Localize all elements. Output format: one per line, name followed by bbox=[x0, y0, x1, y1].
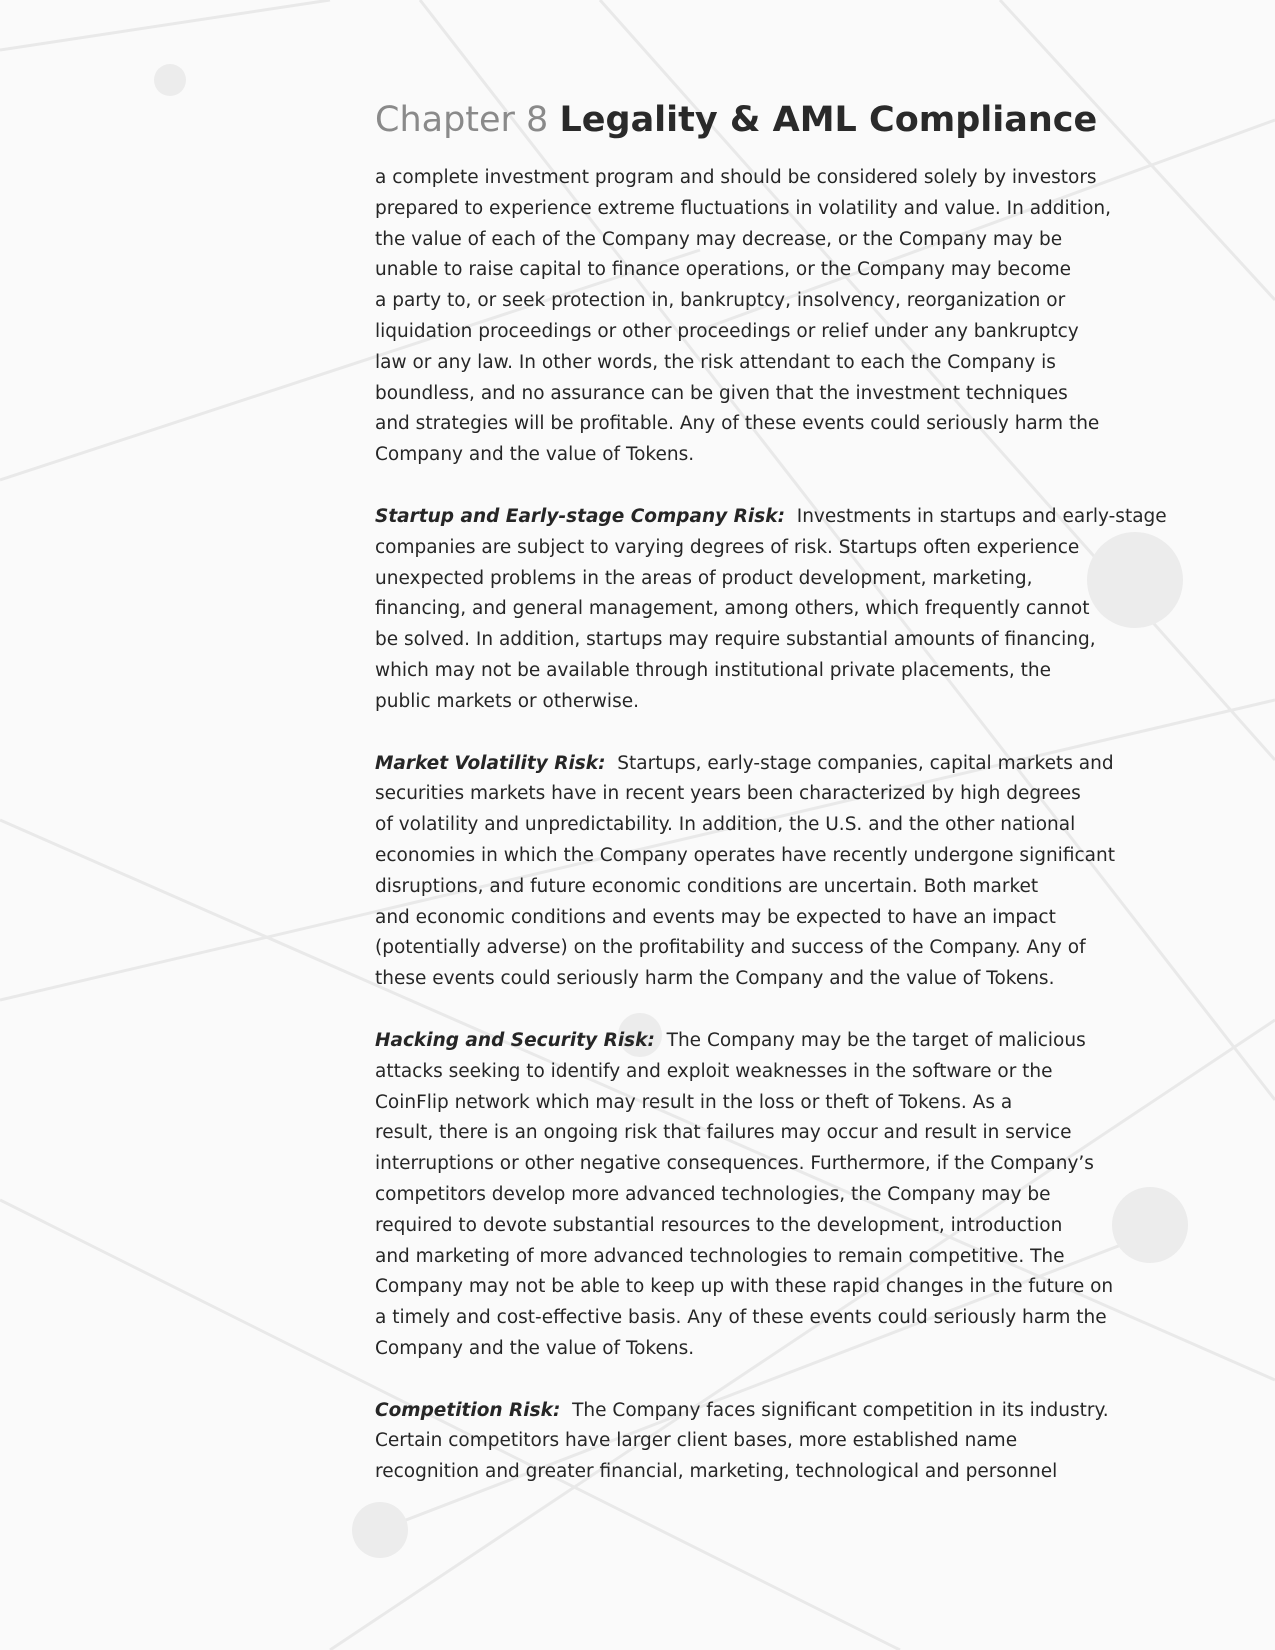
text-line: competitors develop more advanced technologies, the Company may be bbox=[375, 1183, 1051, 1205]
text-line: and strategies will be profitable. Any of these events could seriously harm the bbox=[375, 413, 1100, 435]
text-line: public markets or otherwise. bbox=[375, 690, 639, 712]
paragraph-market-volatility-risk bbox=[375, 749, 1135, 995]
text-line: interruptions or other negative consequences. Furthermore, if the Company’s bbox=[375, 1153, 1094, 1175]
text-line: a timely and cost-effective basis. Any of these events could seriously harm the bbox=[375, 1307, 1107, 1329]
text-line: recognition and greater financial, marketing, technological and personnel bbox=[375, 1461, 1058, 1483]
text-line: (potentially adverse) on the profitability and success of the Company. Any of bbox=[375, 937, 1086, 959]
text-line: a complete investment program and should be considered solely by investors bbox=[375, 167, 1097, 188]
text-line: which may not be available through institutional private placements, the bbox=[375, 659, 1051, 681]
chapter-title: Legality & AML Compliance bbox=[559, 100, 1098, 140]
text-line: financing, and general management, among others, which frequently cannot bbox=[375, 598, 1090, 620]
text-line: economies in which the Company operates have recently undergone significant bbox=[375, 844, 1115, 866]
text-line: a party to, or seek protection in, bankruptcy, insolvency, reorganization or bbox=[375, 290, 1066, 312]
page-content bbox=[375, 96, 1167, 1519]
text-line: Certain competitors have larger client bases, more established name bbox=[375, 1430, 1018, 1452]
text-line: these events could seriously harm the Company and the value of Tokens. bbox=[375, 968, 1055, 990]
chapter-label: Chapter 8 bbox=[375, 100, 549, 140]
text-line: CoinFlip network which may result in the loss or theft of Tokens. As a bbox=[375, 1091, 1013, 1113]
text-line bbox=[375, 1026, 1135, 1057]
text-line: Company and the value of Tokens. bbox=[375, 1337, 695, 1359]
risk-heading: Hacking and Security Risk: bbox=[375, 1029, 655, 1051]
text-line: the value of each of the Company may decrease, or the Company may be bbox=[375, 228, 1063, 250]
text-line: liquidation proceedings or other proceedings or relief under any bankruptcy bbox=[375, 320, 1079, 342]
paragraph-hacking-security-risk bbox=[375, 1026, 1135, 1365]
text-segment: The Company may be the target of malicious bbox=[666, 1029, 1086, 1051]
risk-heading: Competition Risk: bbox=[375, 1399, 561, 1421]
text-line: companies are subject to varying degrees of risk. Startups often experience bbox=[375, 536, 1080, 558]
text-line: be solved. In addition, startups may require substantial amounts of financing, bbox=[375, 629, 1096, 651]
risk-heading: Market Volatility Risk: bbox=[375, 752, 606, 774]
text-line: and marketing of more advanced technologies to remain competitive. The bbox=[375, 1245, 1065, 1267]
text-line: required to devote substantial resources to the development, introduction bbox=[375, 1214, 1063, 1236]
text-line: attacks seeking to identify and exploit weaknesses in the software or the bbox=[375, 1060, 1053, 1082]
text-line bbox=[375, 749, 1135, 780]
text-line: securities markets have in recent years been characterized by high degrees bbox=[375, 783, 1081, 805]
text-line: and economic conditions and events may be expected to have an impact bbox=[375, 906, 1056, 928]
paragraph-competition-risk bbox=[375, 1396, 1135, 1488]
text-line: of volatility and unpredictability. In addition, the U.S. and the other national bbox=[375, 814, 1076, 836]
text-line: unable to raise capital to finance operations, or the Company may become bbox=[375, 259, 1072, 281]
text-segment: Startups, early-stage companies, capital markets and bbox=[617, 752, 1114, 774]
risk-heading: Startup and Early-stage Company Risk: bbox=[375, 505, 785, 527]
text-line: boundless, and no assurance can be given that the investment techniques bbox=[375, 382, 1068, 404]
text-line: Company may not be able to keep up with these rapid changes in the future on bbox=[375, 1276, 1114, 1298]
page-title bbox=[375, 96, 1135, 144]
text-line bbox=[375, 502, 1167, 533]
text-line bbox=[375, 1396, 1135, 1427]
text-line: Company and the value of Tokens. bbox=[375, 444, 695, 466]
text-segment: The Company faces significant competition in its industry. bbox=[572, 1399, 1109, 1421]
paragraph-intro bbox=[375, 163, 1135, 471]
text-line: unexpected problems in the areas of product development, marketing, bbox=[375, 567, 1033, 589]
text-line: result, there is an ongoing risk that failures may occur and result in service bbox=[375, 1122, 1072, 1144]
paragraph-startup-risk bbox=[375, 502, 1167, 718]
text-line: law or any law. In other words, the risk attendant to each the Company is bbox=[375, 351, 1056, 373]
text-line: prepared to experience extreme fluctuations in volatility and value. In addition, bbox=[375, 197, 1111, 219]
text-segment: Investments in startups and early-stage bbox=[796, 505, 1167, 527]
text-line: disruptions, and future economic conditions are uncertain. Both market bbox=[375, 875, 1039, 897]
